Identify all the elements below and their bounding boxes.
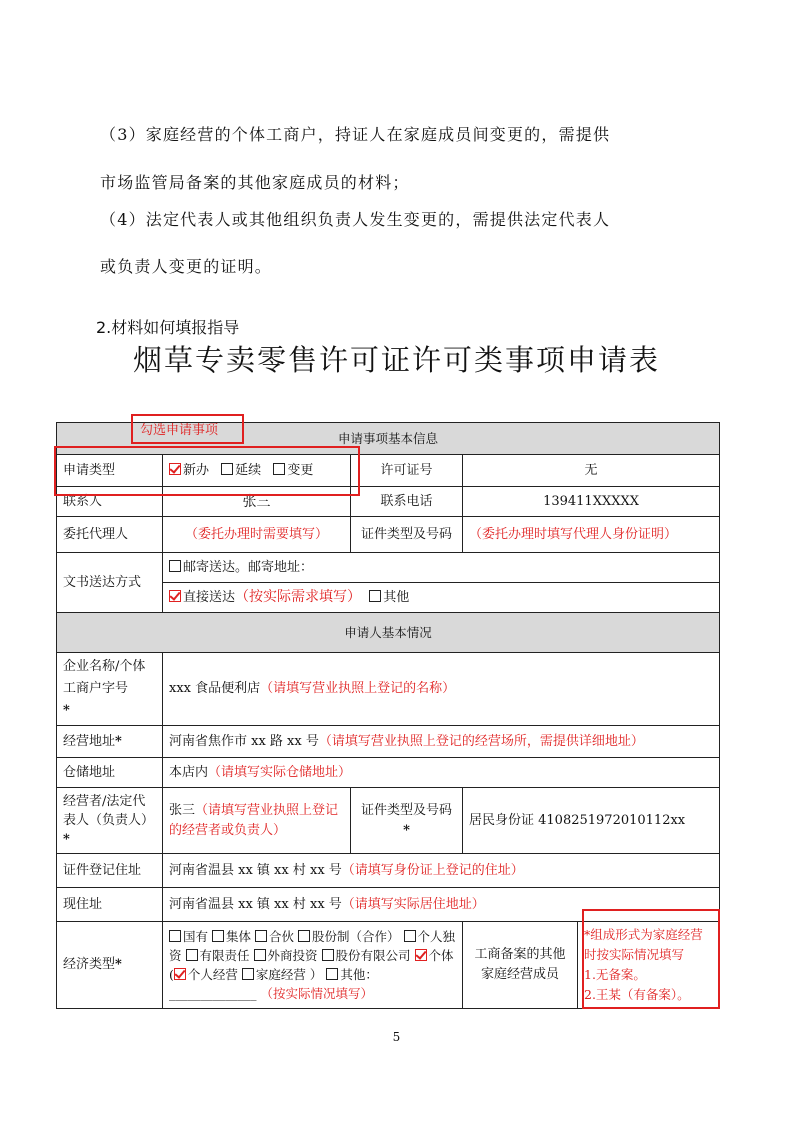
- paragraph-3-line-2: 市场监管局备案的其他家庭成员的材料；: [100, 173, 410, 192]
- delivery-other-label: 其他: [383, 590, 410, 605]
- econ-label: 经济类型*: [57, 922, 163, 1009]
- address-hint: （请填写营业执照上登记的经营场所，需提供详细地址）: [318, 733, 644, 749]
- paragraph-4-line-2: 或负责人变更的证明。: [100, 257, 273, 276]
- checkbox-icon[interactable]: [322, 949, 334, 961]
- apply-type-label: 申请类型: [57, 455, 163, 487]
- agent-label: 委托代理人: [57, 517, 163, 553]
- checkbox-icon[interactable]: [169, 930, 181, 942]
- section-header-applicant: 申请人基本情况: [57, 613, 720, 653]
- cur-addr-label: 现住址: [57, 888, 163, 922]
- company-hint: （请填写营业执照上登记的名称）: [260, 681, 456, 696]
- storage-field[interactable]: 本店内（请填写实际仓储地址）: [163, 758, 720, 788]
- econ-options: 国有 集体 合伙 股份制（合作） 个人独资 有限责任 外商投资 股份有限公司 个体( 个人经营 家庭经营 ） 其他：______________ （按实际情况填写）: [163, 922, 463, 1009]
- cur-addr-field[interactable]: 河南省温县 xx 镇 xx 村 xx 号（请填写实际居住地址）: [163, 888, 720, 922]
- storage-hint: （请填写实际仓储地址）: [208, 764, 352, 780]
- checkbox-icon[interactable]: [298, 930, 310, 942]
- annotation-tick-text: 勾选申请事项: [140, 423, 219, 438]
- agent-hint[interactable]: （委托办理时需要填写）: [163, 517, 351, 553]
- reg-addr-label: 证件登记住址: [57, 854, 163, 888]
- reg-addr-field[interactable]: 河南省温县 xx 镇 xx 村 xx 号（请填写身份证上登记的住址）: [163, 854, 720, 888]
- paragraph-3-line-1: （3）家庭经营的个体工商户，持证人在家庭成员间变更的，需提供: [100, 125, 611, 144]
- id-type-hint[interactable]: （委托办理时填写代理人身份证明）: [463, 517, 720, 553]
- delivery-direct-hint: （按实际需求填写）: [235, 589, 362, 605]
- license-no-value[interactable]: 无: [463, 455, 720, 487]
- delivery-direct-label: 直接送达: [183, 590, 236, 605]
- contact-value[interactable]: 张三: [163, 487, 351, 517]
- id-type-label: 证件类型及号码: [351, 517, 463, 553]
- checkbox-checked-icon[interactable]: [169, 590, 181, 602]
- checkbox-icon[interactable]: [369, 590, 381, 602]
- phone-value[interactable]: 139411XXXXX: [463, 487, 720, 517]
- reg-addr-hint: （请填写身份证上登记的住址）: [341, 862, 524, 878]
- apply-option-renew[interactable]: 延续: [221, 463, 261, 478]
- checkbox-checked-icon[interactable]: [415, 949, 427, 961]
- annotation-apply-type-box: [54, 446, 360, 496]
- contact-label: 联系人: [57, 487, 163, 517]
- address-field[interactable]: 河南省焦作市 xx 路 xx 号（请填写营业执照上登记的经营场所，需提供详细地址）: [163, 726, 720, 758]
- rep-label: 经营者/法定代表人（负责人）*: [57, 788, 163, 854]
- checkbox-icon[interactable]: [212, 930, 224, 942]
- checkbox-icon[interactable]: [169, 560, 181, 572]
- rep-id-value[interactable]: 居民身份证 4108251972010112xx: [463, 788, 720, 854]
- delivery-mail-row[interactable]: 邮寄送达。邮寄地址：: [163, 553, 720, 583]
- phone-label: 联系电话: [351, 487, 463, 517]
- section-heading: 2.材料如何填报指导: [96, 318, 240, 337]
- checkbox-icon[interactable]: [254, 949, 266, 961]
- checkbox-icon[interactable]: [326, 968, 338, 980]
- form-title: 烟草专卖零售许可证许可类事项申请表: [132, 343, 660, 377]
- rep-id-label: 证件类型及号码 *: [351, 788, 463, 854]
- family-label: 工商备案的其他家庭经营成员: [463, 922, 578, 1009]
- section-header-basic-info: 申请事项基本信息: [57, 423, 720, 455]
- company-label: 企业名称/个体工商户字号 *: [57, 653, 163, 726]
- company-field[interactable]: xxx 食品便利店（请填写营业执照上登记的名称）: [163, 653, 720, 726]
- family-note[interactable]: *组成形式为家庭经营时按实际情况填写 1.无备案。 2.王某（有备案）。: [578, 922, 720, 1009]
- storage-label: 仓储地址: [57, 758, 163, 788]
- checkbox-icon[interactable]: [186, 949, 198, 961]
- delivery-direct-row: [163, 583, 720, 613]
- license-no-label: 许可证号: [351, 455, 463, 487]
- apply-option-new[interactable]: 新办: [169, 463, 209, 478]
- delivery-label: 文书送达方式: [57, 553, 163, 613]
- checkbox-checked-icon[interactable]: [174, 968, 186, 980]
- checkbox-icon[interactable]: [242, 968, 254, 980]
- checkbox-icon[interactable]: [255, 930, 267, 942]
- paragraph-4-line-1: （4）法定代表人或其他组织负责人发生变更的，需提供法定代表人: [100, 210, 611, 229]
- cur-addr-hint: （请填写实际居住地址）: [341, 896, 485, 912]
- rep-hint: （请填写营业执照上登记的经营者或负责人）: [169, 802, 339, 838]
- checkbox-icon[interactable]: [404, 930, 416, 942]
- apply-option-change[interactable]: 变更: [273, 463, 313, 478]
- address-label: 经营地址*: [57, 726, 163, 758]
- page-number: 5: [392, 1030, 401, 1044]
- annotation-family-box: [582, 909, 720, 1009]
- econ-hint: （按实际情况填写）: [260, 986, 373, 1001]
- rep-field[interactable]: 张三（请填写营业执照上登记的经营者或负责人）: [163, 788, 351, 854]
